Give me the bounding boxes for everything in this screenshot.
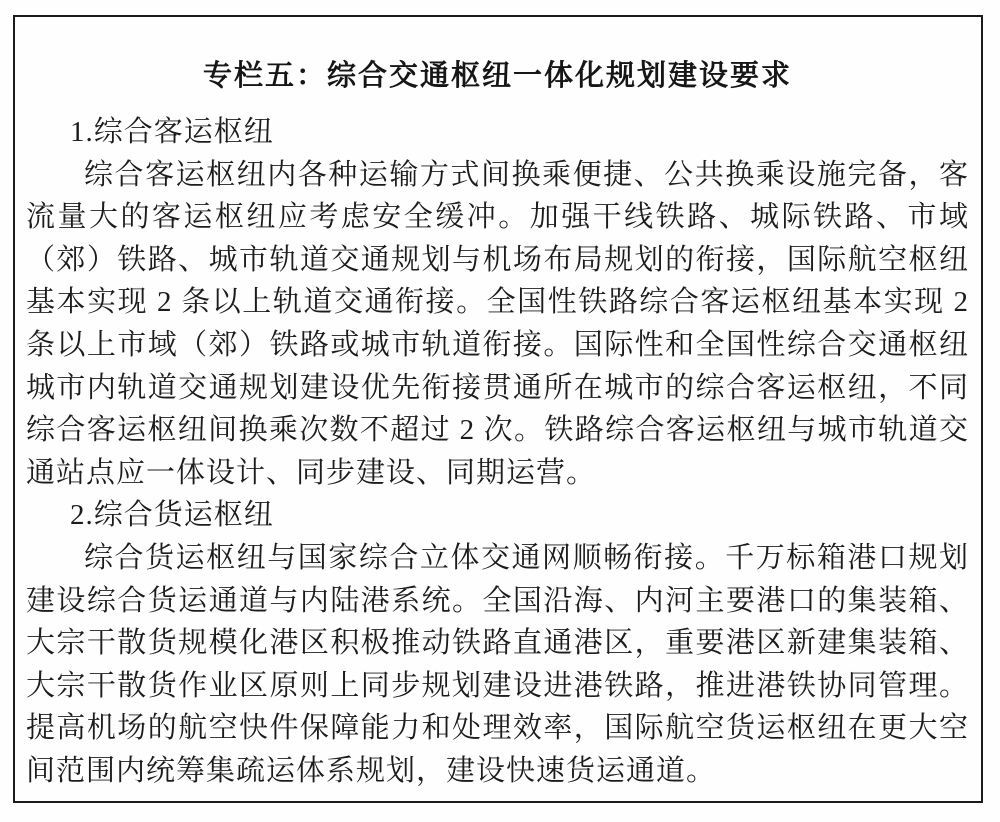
text-line: 大宗干散货规模化港区积极推动铁路直通港区，重要港区新建集装箱、 <box>26 627 969 660</box>
text-line: 综合货运枢纽与国家综合立体交通网顺畅衔接。千万标箱港口规划 <box>84 541 969 574</box>
section-2-heading: 2.综合货运枢纽 <box>70 499 274 532</box>
section-1-heading: 1.综合客运枢纽 <box>70 116 274 148</box>
text-line: 间范围内统筹集疏运体系规划，建设快速货运通道。 <box>26 754 717 787</box>
text-line: 大宗干散货作业区原则上同步规划建设进港铁路，推进港铁协同管理。 <box>26 669 969 702</box>
text-line: （郊）铁路、城市轨道交通规划与机场布局规划的衔接，国际航空枢纽 <box>26 243 969 276</box>
text-line: 综合客运枢纽间换乘次数不超过 2 次。铁路综合客运枢纽与城市轨道交 <box>26 414 969 447</box>
box-title: 专栏五：综合交通枢纽一体化规划建设要求 <box>202 60 792 92</box>
text-line: 条以上市域（郊）铁路或城市轨道衔接。国际性和全国性综合交通枢纽 <box>26 328 969 361</box>
text-line: 城市内轨道交通规划建设优先衔接贯通所在城市的综合客运枢纽，不同 <box>26 371 969 404</box>
text-line: 提高机场的航空快件保障能力和处理效率，国际航空货运枢纽在更大空 <box>26 712 969 745</box>
text-line: 通站点应一体设计、同步建设、同期运营。 <box>26 456 597 489</box>
text-line: 流量大的客运枢纽应考虑安全缓冲。加强干线铁路、城际铁路、市域 <box>26 201 969 234</box>
text-line: 建设综合货运通道与内陆港系统。全国沿海、内河主要港口的集装箱、 <box>26 584 969 617</box>
callout-box <box>13 15 983 803</box>
text-line: 综合客运枢纽内各种运输方式间换乘便捷、公共换乘设施完备，客 <box>84 158 969 191</box>
text-line: 基本实现 2 条以上轨道交通衔接。全国性铁路综合客运枢纽基本实现 2 <box>26 286 969 319</box>
